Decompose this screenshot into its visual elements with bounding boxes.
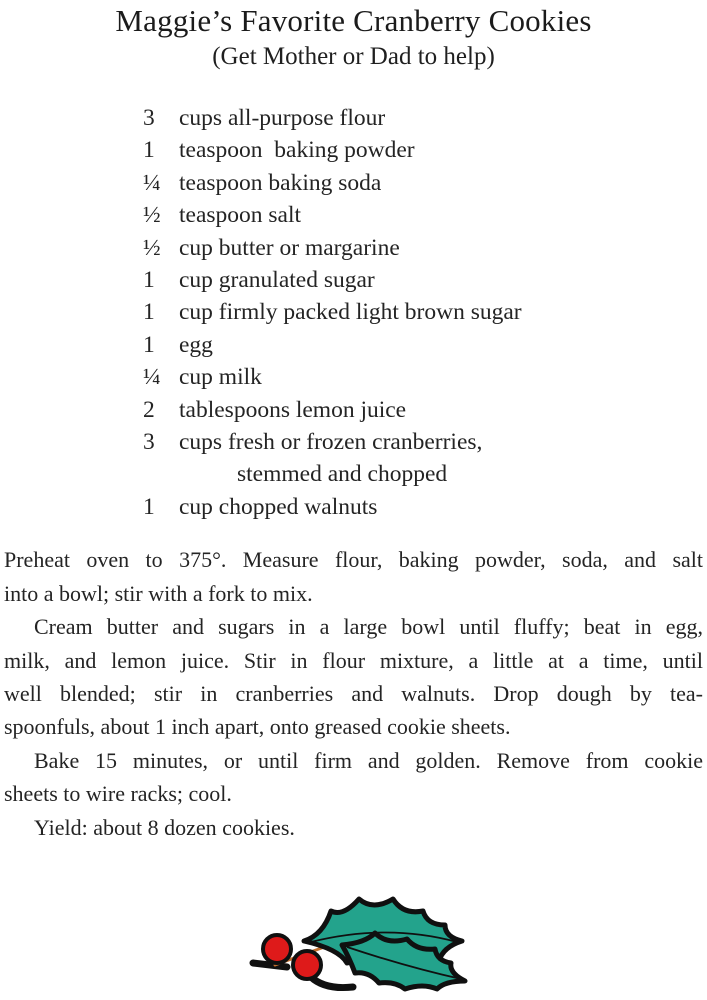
instruction-line: milk, and lemon juice. Stir in flour mixture, a little at a time, until bbox=[4, 647, 703, 673]
ingredient-quantity: ½ bbox=[143, 234, 161, 261]
ingredient-quantity: 3 bbox=[143, 105, 155, 131]
ingredient-name: cup granulated sugar bbox=[179, 267, 375, 294]
ingredient-quantity: 1 bbox=[143, 299, 155, 326]
ingredient-quantity: 1 bbox=[143, 331, 155, 358]
recipe-subtitle: (Get Mother or Dad to help) bbox=[212, 43, 495, 70]
ingredient-name: egg bbox=[179, 331, 213, 358]
instruction-line: Bake 15 minutes, or until firm and golden. Remove from cookie bbox=[34, 747, 703, 773]
instruction-paragraph bbox=[4, 543, 703, 610]
ingredient-row bbox=[143, 491, 707, 523]
ingredient-row bbox=[143, 264, 707, 296]
ingredient-row bbox=[143, 167, 707, 199]
ingredient-name: tablespoons lemon juice bbox=[179, 396, 407, 423]
ingredient-name: teaspoon salt bbox=[179, 202, 302, 229]
ingredient-row bbox=[143, 232, 707, 264]
instruction-paragraph bbox=[4, 811, 703, 844]
ingredient-row bbox=[143, 102, 707, 134]
holly-cranberry-illustration bbox=[247, 889, 472, 995]
ingredient-name: teaspoon baking powder bbox=[179, 137, 415, 164]
ingredient-quantity: 2 bbox=[143, 396, 155, 423]
ingredient-quantity: ½ bbox=[143, 202, 161, 229]
ingredient-name: cup chopped walnuts bbox=[179, 493, 378, 520]
instruction-line: into a bowl; stir with a fork to mix. bbox=[4, 580, 313, 606]
cranberry-icon bbox=[263, 935, 291, 963]
ingredient-continuation: stemmed and chopped bbox=[237, 461, 448, 488]
recipe-title: Maggie’s Favorite Cranberry Cookies bbox=[115, 3, 592, 38]
ingredient-quantity: ¼ bbox=[143, 169, 161, 196]
instruction-line: spoonfuls, about 1 inch apart, onto greased cookie sheets. bbox=[4, 714, 511, 740]
instruction-line: Yield: about 8 dozen cookies. bbox=[34, 814, 295, 840]
instruction-paragraph bbox=[4, 744, 703, 811]
ingredient-quantity: 1 bbox=[143, 493, 155, 520]
instruction-line: well blended; stir in cranberries and walnuts. Drop dough by tea- bbox=[4, 680, 703, 706]
ingredient-quantity: 1 bbox=[143, 137, 155, 164]
ingredient-row bbox=[143, 329, 707, 361]
instructions bbox=[0, 543, 707, 844]
instruction-line: sheets to wire racks; cool. bbox=[4, 781, 232, 807]
ingredient-list bbox=[143, 102, 707, 523]
ingredient-name: cups all-purpose flour bbox=[179, 105, 386, 131]
ingredient-quantity: ¼ bbox=[143, 364, 161, 391]
ingredient-row bbox=[143, 394, 707, 426]
instruction-line: Cream butter and sugars in a large bowl until fluffy; beat in egg, bbox=[34, 614, 703, 640]
ingredient-row bbox=[143, 426, 707, 458]
ingredient-row bbox=[143, 134, 707, 166]
ingredient-name: cup firmly packed light brown sugar bbox=[179, 299, 522, 326]
ingredient-name: cup milk bbox=[179, 364, 262, 391]
ingredient-name: teaspoon baking soda bbox=[179, 169, 382, 196]
ingredient-name: cups fresh or frozen cranberries, bbox=[179, 429, 483, 456]
ingredient-row bbox=[143, 361, 707, 393]
ingredient-quantity: 3 bbox=[143, 429, 155, 456]
instruction-line: Preheat oven to 375°. Measure flour, baking powder, soda, and salt bbox=[4, 547, 703, 573]
ingredient-name: cup butter or margarine bbox=[179, 234, 400, 261]
instruction-paragraph bbox=[4, 610, 703, 744]
ingredient-row bbox=[143, 296, 707, 328]
ingredient-row bbox=[143, 199, 707, 231]
ingredient-quantity: 1 bbox=[143, 267, 155, 294]
cranberry-icon bbox=[293, 951, 321, 979]
